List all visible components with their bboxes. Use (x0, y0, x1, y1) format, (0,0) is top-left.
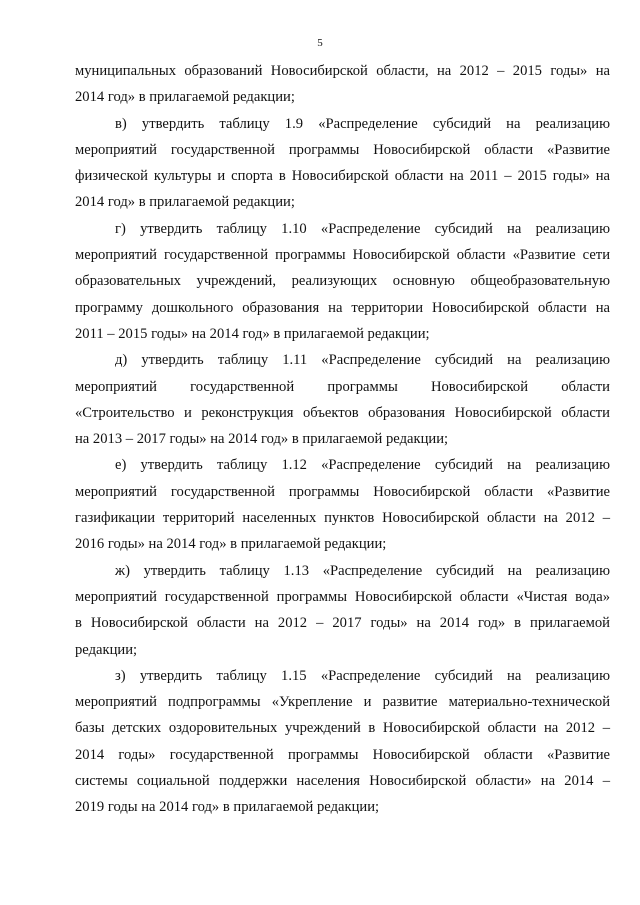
paragraph-line: 2014 год» в прилагаемой редакции; (75, 89, 295, 106)
paragraph-line: 2014 год» в прилагаемой редакции; (75, 194, 295, 211)
paragraph-line: 2016 годы» на 2014 год» в прилагаемой редакции; (75, 536, 387, 553)
paragraph-first-line: ж) утвердить таблицу 1.13 «Распределение субсидий на реализацию (115, 562, 610, 579)
paragraph-line: 2014 годы» государственной программы Новосибирской области «Развитие (75, 746, 610, 763)
paragraph-first-line: г) утвердить таблицу 1.10 «Распределение субсидий на реализацию (115, 220, 610, 237)
paragraph-line: мероприятий государственной программы Новосибирской области «Развитие (75, 483, 610, 500)
paragraph-first-line: е) утвердить таблицу 1.12 «Распределение субсидий на реализацию (115, 457, 610, 474)
paragraph-line: мероприятий государственной программы Новосибирской области «Чистая вода» (75, 588, 610, 605)
paragraph-line: на 2013 – 2017 годы» на 2014 год» в прилагаемой редакции; (75, 431, 449, 448)
paragraph-line: мероприятий государственной программы Новосибирской области «Развитие (75, 141, 610, 158)
paragraph-line: программу дошкольного образования на территории Новосибирской области на (75, 299, 610, 316)
paragraph-first-line: з) утвердить таблицу 1.15 «Распределение субсидий на реализацию (115, 667, 610, 684)
paragraph-line: в Новосибирской области на 2012 – 2017 годы» на 2014 год» в прилагаемой (75, 615, 610, 632)
paragraph-line: системы социальной поддержки населения Новосибирской области» на 2014 – (75, 773, 610, 790)
paragraph-line: муниципальных образований Новосибирской области, на 2012 – 2015 годы» на (75, 63, 610, 79)
document-body (75, 58, 610, 821)
paragraph-line: образовательных учреждений, реализующих основную общеобразовательную (75, 273, 610, 290)
paragraph-line: базы детских оздоровительных учреждений в Новосибирской области на 2012 – (75, 720, 610, 737)
paragraph-line: 2011 – 2015 годы» на 2014 год» в прилагаемой редакции; (75, 325, 430, 342)
paragraph-line: 2019 годы на 2014 год» в прилагаемой редакции; (75, 799, 380, 816)
paragraph-line: редакции; (75, 641, 138, 658)
paragraph-line: мероприятий государственной программы Новосибирской области «Развитие сети (75, 247, 610, 264)
paragraph-line: газификации территорий населенных пунктов Новосибирской области на 2012 – (75, 510, 610, 527)
paragraph-line: «Строительство и реконструкция объектов образования Новосибирской области (75, 404, 610, 421)
paragraph-first-line: в) утвердить таблицу 1.9 «Распределение субсидий на реализацию (115, 115, 610, 132)
paragraph-line: мероприятий государственной программы Новосибирской области (75, 378, 610, 395)
page-number: 5 (317, 37, 323, 49)
paragraph-first-line: д) утвердить таблицу 1.11 «Распределение субсидий на реализацию (115, 352, 610, 369)
paragraph-line: мероприятий подпрограммы «Укрепление и развитие материально-технической (75, 694, 610, 711)
paragraph-line: физической культуры и спорта в Новосибирской области на 2011 – 2015 годы» на (75, 168, 610, 185)
